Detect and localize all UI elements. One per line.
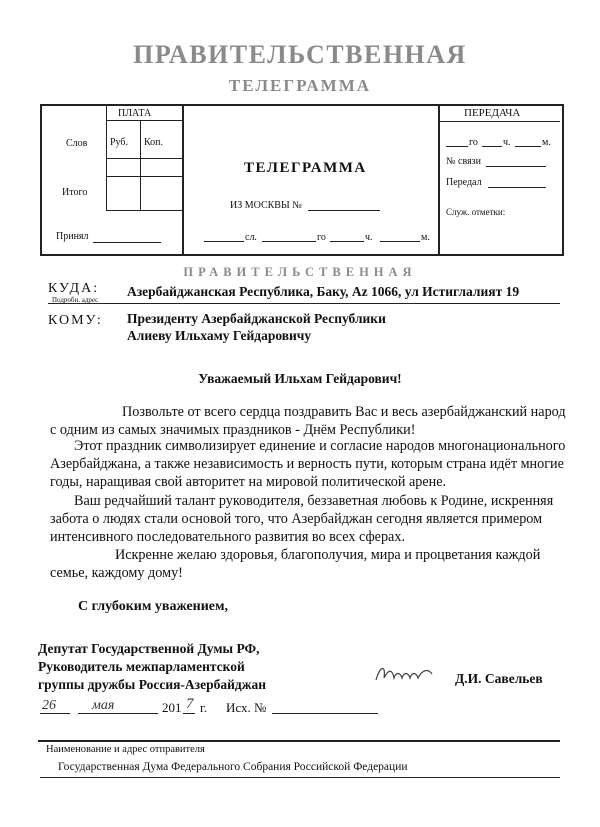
p3-line1: Ваш редчайший талант руководителя, беззаветная любовь к Родине, искренняя [74,493,554,509]
greeting: Уважаемый Ильхам Гейдарович! [198,371,402,386]
p2-line3: годы, наращивая свой авторитет на мировой политической арене. [50,474,447,490]
year-g: г. [200,700,208,715]
komu-line2: Алиеву Ильхаму Гейдаровичу [127,328,312,343]
komu-label: КОМУ: [48,313,103,328]
center-title: ТЕЛЕГРАММА [244,160,367,176]
iskh-label: Исх. № [226,700,267,715]
iz-moskvy-field [308,210,380,211]
sender-underline [40,777,560,778]
r-field-3 [515,146,541,147]
closing: С глубоким уважением, [78,599,229,614]
plata-row4 [106,210,183,211]
kuda-label: КУДА: [48,281,100,296]
date-field-2 [262,241,316,242]
signer-line1: Депутат Государственной Думы РФ, [38,641,260,656]
prinyal-field [93,242,161,243]
plata-row1 [106,120,183,121]
signer-line2: Руководитель межпарламентской [38,659,245,674]
form-border [40,104,564,256]
date-field-4 [380,241,420,242]
rub-label: Руб. [110,137,129,148]
p3-line2: забота о людях стали основой того, что Азербайджан сегодня является примером [50,511,543,527]
komu-line1: Президенту Азербайджанской Республики [127,311,386,326]
p1-line2: с одним из самых значимых праздников - Днём Республики! [50,422,416,438]
svyazi-field [486,166,546,167]
peredacha-label: ПЕРЕДАЧА [464,107,521,119]
p4-line1: Искренне желаю здоровья, благополучия, мира и процветания каждой [115,547,541,563]
p1-line1: Позвольте от всего сердца поздравить Вас и весь азербайджанский народ [122,404,566,420]
plata-col2 [140,120,141,210]
p2-line1: Этот праздник символизирует единение и согласие народов многонационального [74,438,566,454]
peredacha-underline [440,121,560,122]
svyazi-label: № связи [446,156,481,167]
form-divider-right [438,104,440,254]
year-prefix: 201 [162,700,182,715]
handwritten-signature [372,660,436,688]
sl-label: сл. [245,232,257,243]
sender-divider [38,740,560,742]
page-title: ПРАВИТЕЛЬСТВЕННАЯ [133,40,467,69]
p3-line3: интенсивного последовательного развития во всех сферах. [50,529,405,545]
kuda-value: Азербайджанская Республика, Баку, Az 1066, ул Истиглалият 19 [127,284,520,299]
r-field-2 [482,146,502,147]
p4-line2: семье, каждому дому! [50,565,183,581]
iskh-field [272,713,378,714]
month-field [78,713,158,714]
peredal-label: Передал [446,177,482,188]
m-label: м. [421,232,430,243]
go-label: го [317,232,326,243]
form-divider-left [182,104,184,254]
sender-label: Наименование и адрес отправителя [46,744,205,755]
iz-moskvy-label: ИЗ МОСКВЫ № [230,200,302,211]
signer-line3: группы дружбы Россия-Азербайджан [38,677,267,692]
kuda-sub: Подробн. адрес [52,296,99,304]
r-m-label: м. [542,137,551,148]
plata-row3 [106,176,183,177]
kuda-underline [48,303,560,304]
r-go-label: го [469,137,478,148]
peredal-field [488,187,546,188]
plata-row2 [106,158,183,159]
sender-value: Государственная Дума Федерального Собрания Российской Федерации [58,761,408,773]
date-field-3 [330,241,364,242]
year-field [183,713,195,714]
gov-banner: ПРАВИТЕЛЬСТВЕННАЯ [183,265,417,279]
prinyal-label: Принял [56,231,89,242]
plata-label: ПЛАТА [118,108,152,119]
date-field-1 [204,241,244,242]
slov-label: Слов [66,138,88,149]
month-value: мая [92,698,115,713]
r-ch-label: ч. [503,137,511,148]
p2-line2: Азербайджана, а также независимость и верность пути, которым страна идёт многие [50,456,564,472]
year-digit: 7 [186,696,194,712]
day-value: 26 [42,698,56,713]
itogo-label: Итого [62,187,88,198]
r-field-1 [446,146,468,147]
sluzh-label: Служ. отметки: [446,207,506,217]
kop-label: Коп. [144,137,164,148]
page-subtitle: ТЕЛЕГРАММА [228,76,372,95]
signer-name: Д.И. Савельев [455,671,543,686]
ch-label: ч. [365,232,373,243]
